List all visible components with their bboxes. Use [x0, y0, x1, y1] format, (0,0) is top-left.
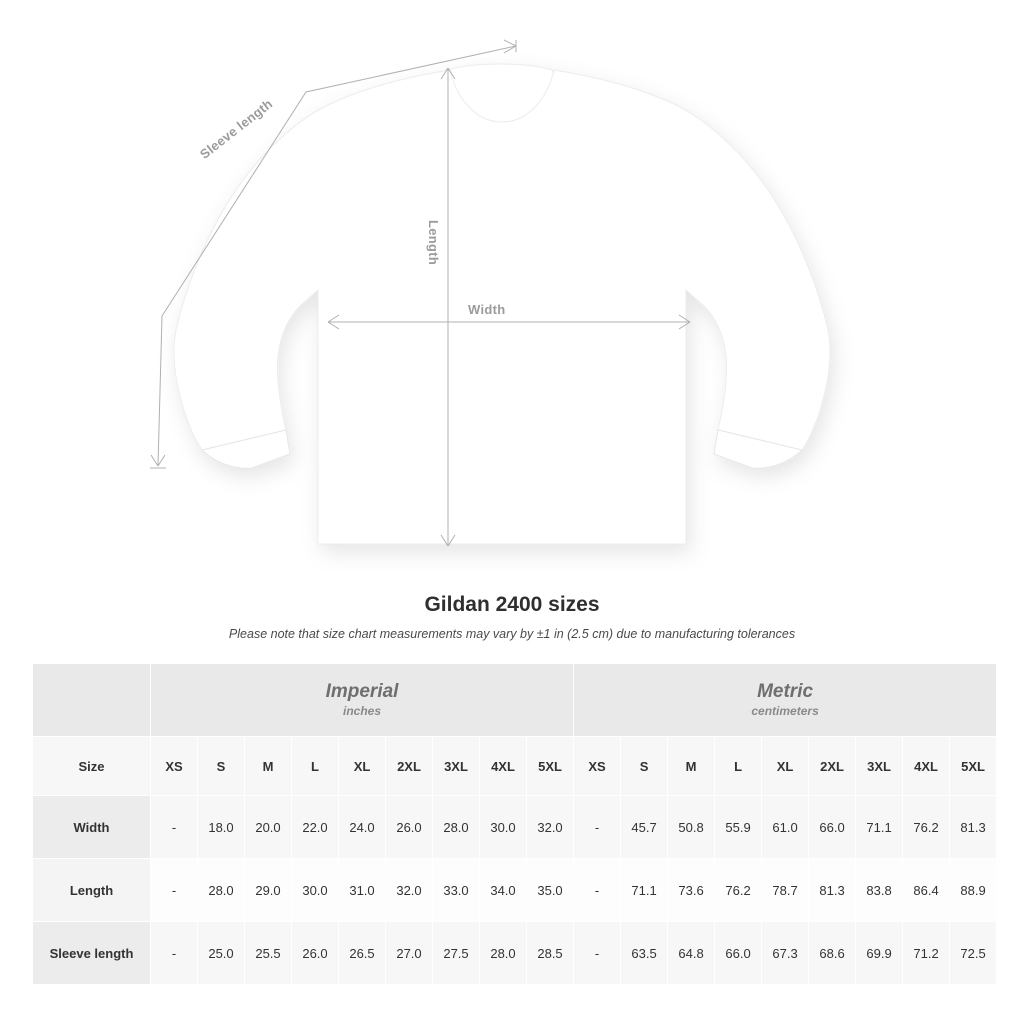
sleeve-length-label: Sleeve length: [197, 95, 276, 162]
cell-sleeve-metric-xs: -: [574, 922, 621, 985]
size-col-metric-4xl: 4XL: [903, 737, 950, 796]
cell-length-imperial-s: 28.0: [198, 859, 245, 922]
cell-length-imperial-xl: 31.0: [339, 859, 386, 922]
cell-length-metric-5xl: 88.9: [950, 859, 997, 922]
cell-length-metric-xl: 78.7: [762, 859, 809, 922]
size-col-metric-xl: XL: [762, 737, 809, 796]
cell-sleeve-metric-s: 63.5: [621, 922, 668, 985]
size-col-metric-xs: XS: [574, 737, 621, 796]
size-header-label: Size: [33, 737, 151, 796]
cell-sleeve-metric-l: 66.0: [715, 922, 762, 985]
metric-unit: centimeters: [751, 703, 819, 718]
width-label: Width: [468, 302, 506, 317]
system-header-metric: [574, 664, 997, 737]
cell-width-metric-s: 45.7: [621, 796, 668, 859]
cell-length-metric-2xl: 81.3: [809, 859, 856, 922]
page-title: Gildan 2400 sizes: [424, 593, 600, 616]
table-row: [33, 796, 997, 859]
cell-width-metric-2xl: 66.0: [809, 796, 856, 859]
cell-sleeve-metric-4xl: 71.2: [903, 922, 950, 985]
cell-sleeve-metric-m: 64.8: [668, 922, 715, 985]
cell-length-metric-s: 71.1: [621, 859, 668, 922]
cell-sleeve-imperial-2xl: 27.0: [386, 922, 433, 985]
cell-length-imperial-2xl: 32.0: [386, 859, 433, 922]
size-col-metric-2xl: 2XL: [809, 737, 856, 796]
cell-sleeve-imperial-5xl: 28.5: [527, 922, 574, 985]
row-label-sleeve-length: Sleeve length: [33, 922, 151, 985]
tolerance-note: Please note that size chart measurements may vary by ±1 in (2.5 cm) due to manufacturing tolerances: [228, 627, 796, 641]
cell-sleeve-metric-5xl: 72.5: [950, 922, 997, 985]
size-col-imperial-l: L: [292, 737, 339, 796]
cell-width-metric-3xl: 71.1: [856, 796, 903, 859]
cell-length-imperial-4xl: 34.0: [480, 859, 527, 922]
size-col-metric-5xl: 5XL: [950, 737, 997, 796]
cell-sleeve-metric-xl: 67.3: [762, 922, 809, 985]
system-header-spacer: [33, 664, 151, 737]
cell-width-metric-xl: 61.0: [762, 796, 809, 859]
table-row: [33, 859, 997, 922]
size-col-imperial-5xl: 5XL: [527, 737, 574, 796]
title-block: [0, 593, 1024, 641]
cell-length-metric-l: 76.2: [715, 859, 762, 922]
cell-length-metric-3xl: 83.8: [856, 859, 903, 922]
size-col-metric-3xl: 3XL: [856, 737, 903, 796]
cell-width-imperial-2xl: 26.0: [386, 796, 433, 859]
cell-sleeve-imperial-s: 25.0: [198, 922, 245, 985]
imperial-name: Imperial: [325, 680, 399, 702]
cell-sleeve-imperial-xl: 26.5: [339, 922, 386, 985]
size-col-metric-m: M: [668, 737, 715, 796]
cell-width-imperial-3xl: 28.0: [433, 796, 480, 859]
cell-width-imperial-m: 20.0: [245, 796, 292, 859]
size-header-row: [33, 737, 997, 796]
system-header-row: [33, 664, 997, 737]
system-header-imperial: [151, 664, 574, 737]
size-table: [32, 663, 997, 985]
metric-name: Metric: [757, 680, 814, 702]
size-col-imperial-4xl: 4XL: [480, 737, 527, 796]
cell-length-imperial-xs: -: [151, 859, 198, 922]
cell-width-imperial-4xl: 30.0: [480, 796, 527, 859]
size-col-metric-s: S: [621, 737, 668, 796]
cell-length-imperial-5xl: 35.0: [527, 859, 574, 922]
table-row: [33, 922, 997, 985]
cell-width-metric-4xl: 76.2: [903, 796, 950, 859]
row-label-width: Width: [33, 796, 151, 859]
cell-sleeve-imperial-4xl: 28.0: [480, 922, 527, 985]
cell-width-imperial-xs: -: [151, 796, 198, 859]
cell-width-imperial-s: 18.0: [198, 796, 245, 859]
cell-length-imperial-3xl: 33.0: [433, 859, 480, 922]
cell-width-imperial-l: 22.0: [292, 796, 339, 859]
cell-sleeve-imperial-3xl: 27.5: [433, 922, 480, 985]
cell-width-imperial-xl: 24.0: [339, 796, 386, 859]
imperial-unit: inches: [343, 703, 382, 718]
cell-length-metric-m: 73.6: [668, 859, 715, 922]
size-col-imperial-3xl: 3XL: [433, 737, 480, 796]
size-col-imperial-xl: XL: [339, 737, 386, 796]
size-col-imperial-m: M: [245, 737, 292, 796]
cell-length-metric-4xl: 86.4: [903, 859, 950, 922]
cell-sleeve-metric-2xl: 68.6: [809, 922, 856, 985]
size-col-imperial-s: S: [198, 737, 245, 796]
cell-width-metric-xs: -: [574, 796, 621, 859]
cell-width-imperial-5xl: 32.0: [527, 796, 574, 859]
cell-length-imperial-m: 29.0: [245, 859, 292, 922]
row-label-length: Length: [33, 859, 151, 922]
size-table-wrap: [32, 663, 992, 985]
cell-sleeve-imperial-l: 26.0: [292, 922, 339, 985]
cell-sleeve-imperial-m: 25.5: [245, 922, 292, 985]
size-col-metric-l: L: [715, 737, 762, 796]
cell-width-metric-l: 55.9: [715, 796, 762, 859]
size-col-imperial-xs: XS: [151, 737, 198, 796]
cell-width-metric-m: 50.8: [668, 796, 715, 859]
size-col-imperial-2xl: 2XL: [386, 737, 433, 796]
cell-width-metric-5xl: 81.3: [950, 796, 997, 859]
cell-sleeve-metric-3xl: 69.9: [856, 922, 903, 985]
length-label: Length: [426, 220, 441, 266]
cell-length-imperial-l: 30.0: [292, 859, 339, 922]
cell-sleeve-imperial-xs: -: [151, 922, 198, 985]
cell-length-metric-xs: -: [574, 859, 621, 922]
